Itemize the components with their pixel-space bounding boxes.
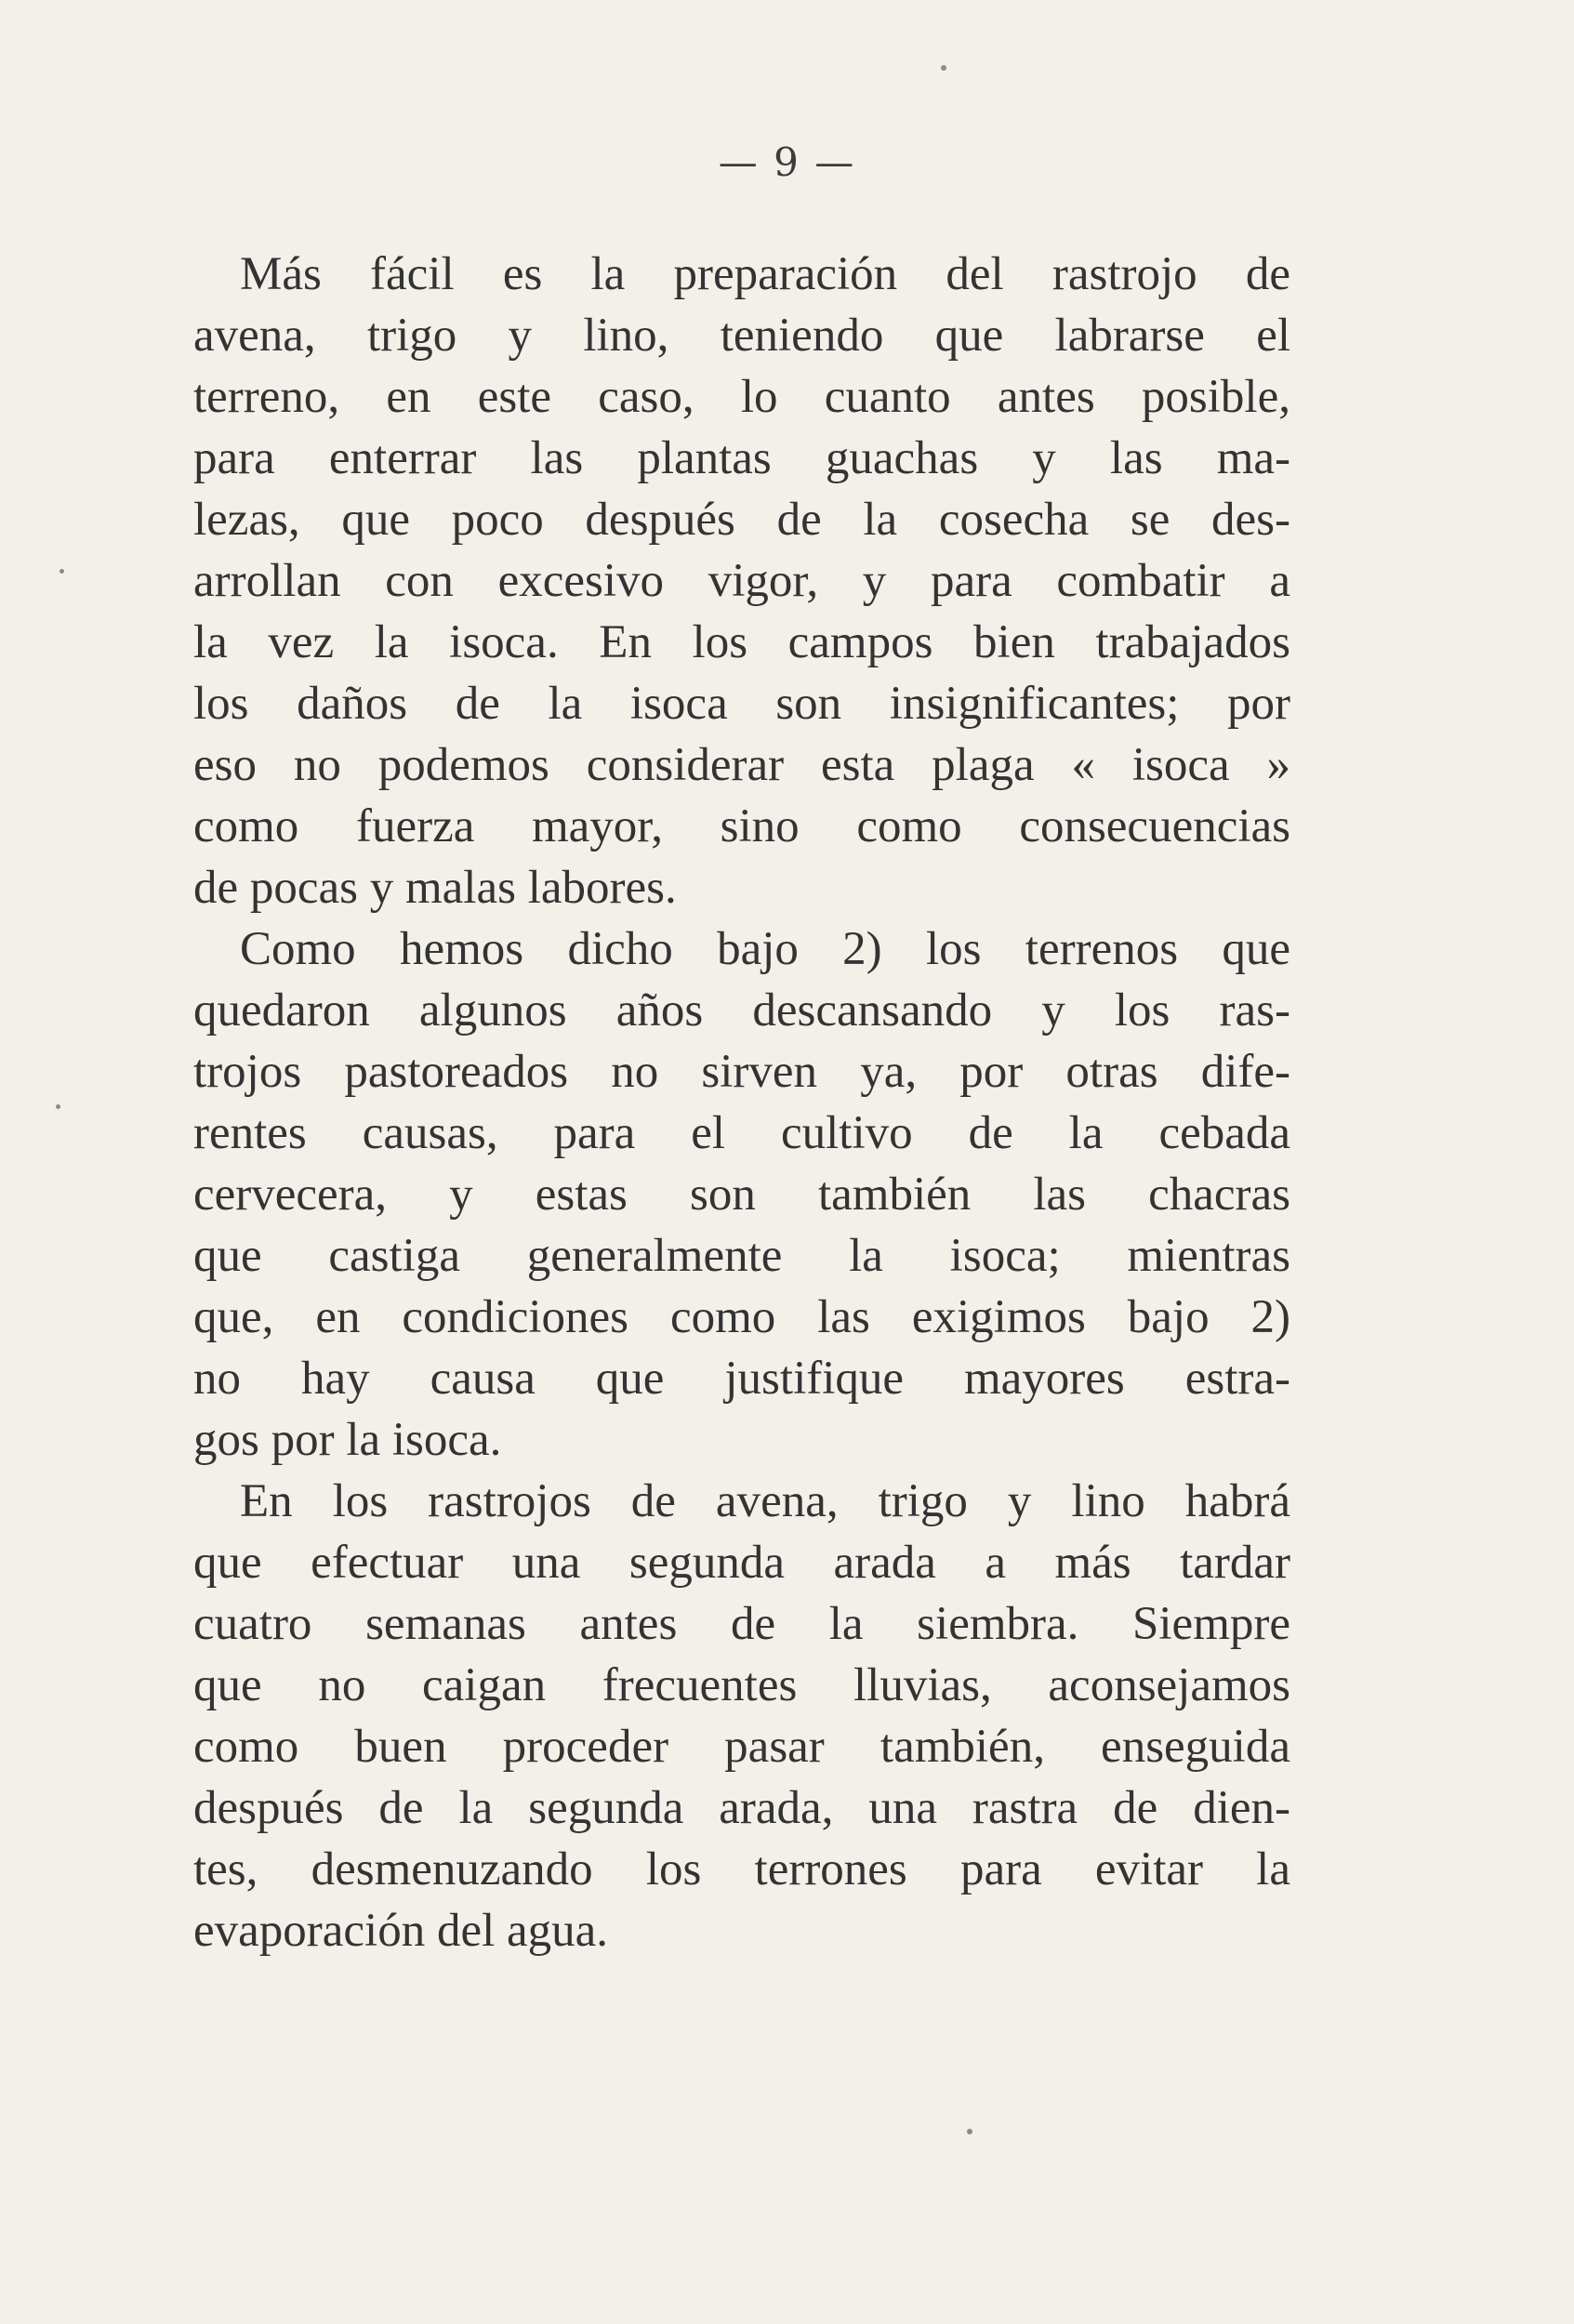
text-line: no hay causa que justifique mayores estra- xyxy=(193,1353,1290,1405)
paragraph-3 xyxy=(193,1471,1290,1961)
text-line: cuatro semanas antes de la siembra. Siempre xyxy=(193,1598,1290,1650)
paper-speck xyxy=(56,1104,60,1109)
paragraph-2 xyxy=(193,918,1290,1471)
text-line: quedaron algunos años descansando y los ras- xyxy=(193,984,1290,1037)
text-line: Como hemos dicho bajo 2) los terrenos que xyxy=(240,923,1290,975)
text-line: como buen proceder pasar también, enseguida xyxy=(193,1721,1290,1773)
text-line: lezas, que poco después de la cosecha se des- xyxy=(193,494,1290,546)
paper-speck xyxy=(60,569,64,574)
text-line: Más fácil es la preparación del rastrojo de xyxy=(240,248,1290,300)
text-line: que, en condiciones como las exigimos bajo 2) xyxy=(193,1291,1290,1343)
text-line: los daños de la isoca son insignificantes; por xyxy=(193,678,1290,730)
text-line: que efectuar una segunda arada a más tardar xyxy=(193,1537,1290,1589)
page-number: — 9 — xyxy=(718,139,856,185)
text-line: que castiga generalmente la isoca; mientras xyxy=(193,1230,1290,1282)
text-line: terreno, en este caso, lo cuanto antes posible, xyxy=(193,371,1290,423)
paper-speck xyxy=(941,65,946,71)
text-line: gos por la isoca. xyxy=(193,1414,502,1466)
text-line: cervecera, y estas son también las chacras xyxy=(193,1169,1290,1221)
text-line: después de la segunda arada, una rastra de dien- xyxy=(193,1782,1290,1834)
paper-speck xyxy=(967,2129,972,2134)
text-line: la vez la isoca. En los campos bien trabajados xyxy=(193,616,1290,668)
text-line: trojos pastoreados no sirven ya, por otras dife- xyxy=(193,1046,1290,1098)
text-line: que no caigan frecuentes lluvias, aconsejamos xyxy=(193,1659,1290,1711)
paragraph-1 xyxy=(193,244,1290,918)
text-line: avena, trigo y lino, teniendo que labrarse el xyxy=(193,310,1290,362)
text-line: rentes causas, para el cultivo de la cebada xyxy=(193,1107,1290,1159)
text-line: para enterrar las plantas guachas y las ma- xyxy=(193,432,1290,484)
text-line: como fuerza mayor, sino como consecuencias xyxy=(193,800,1290,852)
text-line: arrollan con excesivo vigor, y para combatir a xyxy=(193,555,1290,607)
text-line: En los rastrojos de avena, trigo y lino habrá xyxy=(240,1475,1290,1527)
text-line: tes, desmenuzando los terrones para evitar la xyxy=(193,1843,1290,1895)
text-line: evaporación del agua. xyxy=(193,1905,609,1957)
text-line: de pocas y malas labores. xyxy=(193,862,677,914)
text-line: eso no podemos considerar esta plaga « isoca » xyxy=(193,739,1290,791)
body-text xyxy=(193,244,1290,1961)
